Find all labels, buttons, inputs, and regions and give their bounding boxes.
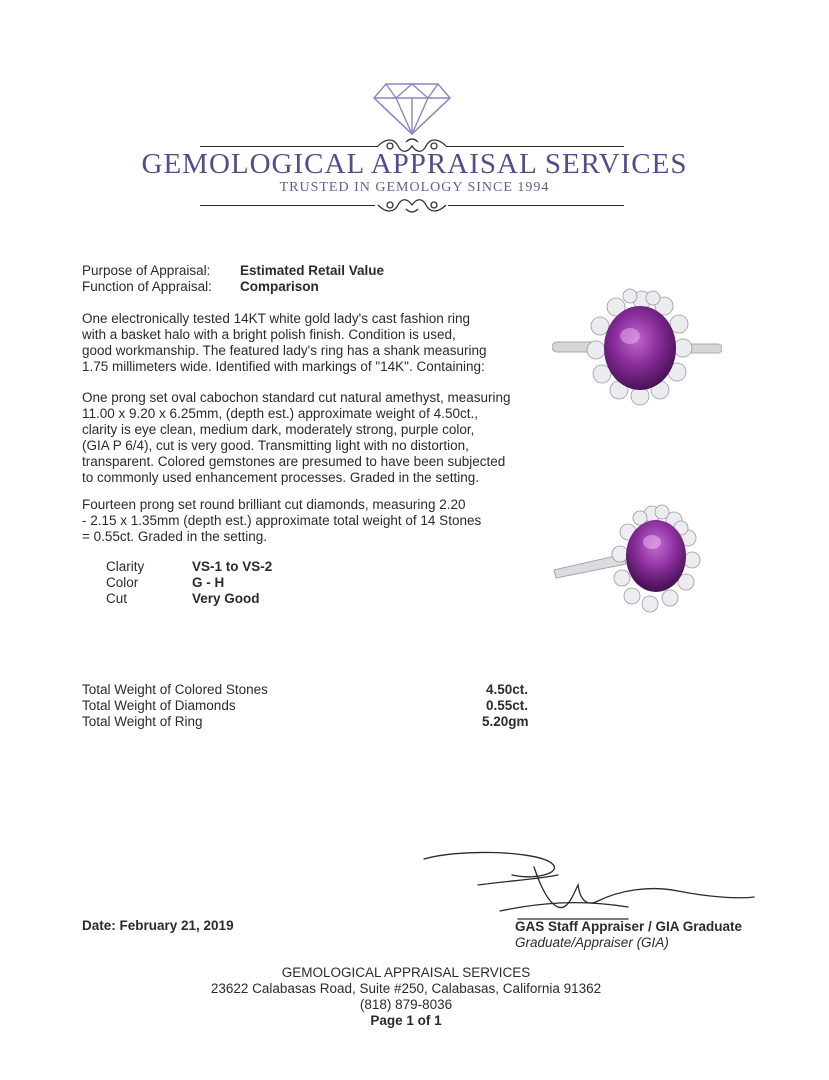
- weight-value: 0.55ct.: [485, 698, 528, 713]
- ring-photo-top-view: [552, 282, 722, 422]
- spec-row-cut: [106, 591, 272, 607]
- company-name-heading: GEMOLOGICAL APPRAISAL SERVICES: [141, 148, 688, 180]
- spec-row-color: [106, 575, 272, 591]
- header-rule-bottom-right: [448, 205, 624, 206]
- diamond-logo-icon: [370, 80, 454, 136]
- weight-value: 4.50ct.: [485, 682, 528, 697]
- purpose-label: Purpose of Appraisal:: [82, 263, 211, 278]
- amethyst-description-line: (GIA P 6/4), cut is very good. Transmitting light with no distortion,: [82, 438, 469, 453]
- page-number: Page 1 of 1: [370, 1013, 442, 1028]
- diamond-grade-table: [106, 559, 272, 607]
- spec-label: Cut: [106, 591, 128, 606]
- ring-description: [82, 311, 522, 375]
- amethyst-description-line: clarity is eye clean, medium dark, moderately strong, purple color,: [82, 422, 475, 437]
- weight-label: Total Weight of Ring: [82, 714, 203, 729]
- weight-row-ring: [82, 714, 528, 730]
- weight-row-diamonds: [82, 698, 528, 714]
- appraiser-credential: Graduate/Appraiser (GIA): [515, 935, 669, 950]
- function-value: Comparison: [240, 279, 319, 294]
- weight-row-colored-stones: [82, 682, 528, 698]
- amethyst-description: [82, 390, 522, 486]
- spec-label: Color: [106, 575, 139, 590]
- appraiser-title: GAS Staff Appraiser / GIA Graduate: [515, 919, 743, 934]
- footer-address: 23622 Calabasas Road, Suite #250, Calabasas, California 91362: [210, 981, 602, 996]
- amethyst-description-line: to commonly used enhancement processes. Graded in the setting.: [82, 470, 479, 485]
- ring-description-line: good workmanship. The featured lady's ring has a shank measuring: [82, 343, 487, 358]
- ornament-bottom-icon: [376, 195, 448, 215]
- weight-label: Total Weight of Colored Stones: [82, 682, 268, 697]
- diamond-description-line: Fourteen prong set round brilliant cut diamonds, measuring 2.20: [82, 497, 466, 512]
- weights-table: [82, 682, 528, 730]
- purpose-value: Estimated Retail Value: [240, 263, 385, 278]
- header-rule-top-right: [446, 146, 624, 147]
- header-rule-top-left: [200, 146, 378, 147]
- spec-value: Very Good: [192, 591, 260, 606]
- header-rule-bottom-left: [200, 205, 375, 206]
- weight-value: 5.20gm: [482, 714, 529, 729]
- footer-company: GEMOLOGICAL APPRAISAL SERVICES: [281, 965, 531, 980]
- spec-label: Clarity: [106, 559, 145, 574]
- amethyst-description-line: transparent. Colored gemstones are presumed to have been subjected: [82, 454, 506, 469]
- amethyst-description-line: One prong set oval cabochon standard cut natural amethyst, measuring: [82, 390, 511, 405]
- spec-value: G - H: [192, 575, 225, 590]
- spec-value: VS-1 to VS-2: [192, 559, 273, 574]
- diamond-description: [82, 497, 522, 545]
- company-tagline: TRUSTED IN GEMOLOGY SINCE 1994: [279, 180, 550, 195]
- ring-description-line: 1.75 millimeters wide. Identified with markings of "14K". Containing:: [82, 359, 485, 374]
- diamond-description-line: = 0.55ct. Graded in the setting.: [82, 529, 267, 544]
- spec-row-clarity: [106, 559, 272, 575]
- footer-phone: (818) 879-8036: [359, 997, 453, 1012]
- footer: [0, 965, 812, 1029]
- amethyst-description-line: 11.00 x 9.20 x 6.25mm, (depth est.) approximate weight of 4.50ct.,: [82, 406, 478, 421]
- ring-photo-side-view: [552, 498, 722, 618]
- ring-description-line: One electronically tested 14KT white gold lady's cast fashion ring: [82, 311, 471, 326]
- weight-label: Total Weight of Diamonds: [82, 698, 236, 713]
- appraisal-date: Date: February 21, 2019: [82, 918, 234, 933]
- appraiser-signature-icon: [418, 845, 758, 925]
- diamond-description-line: - 2.15 x 1.35mm (depth est.) approximate total weight of 14 Stones: [82, 513, 482, 528]
- function-label: Function of Appraisal:: [82, 279, 212, 294]
- ring-description-line: with a basket halo with a bright polish finish. Condition is used,: [82, 327, 456, 342]
